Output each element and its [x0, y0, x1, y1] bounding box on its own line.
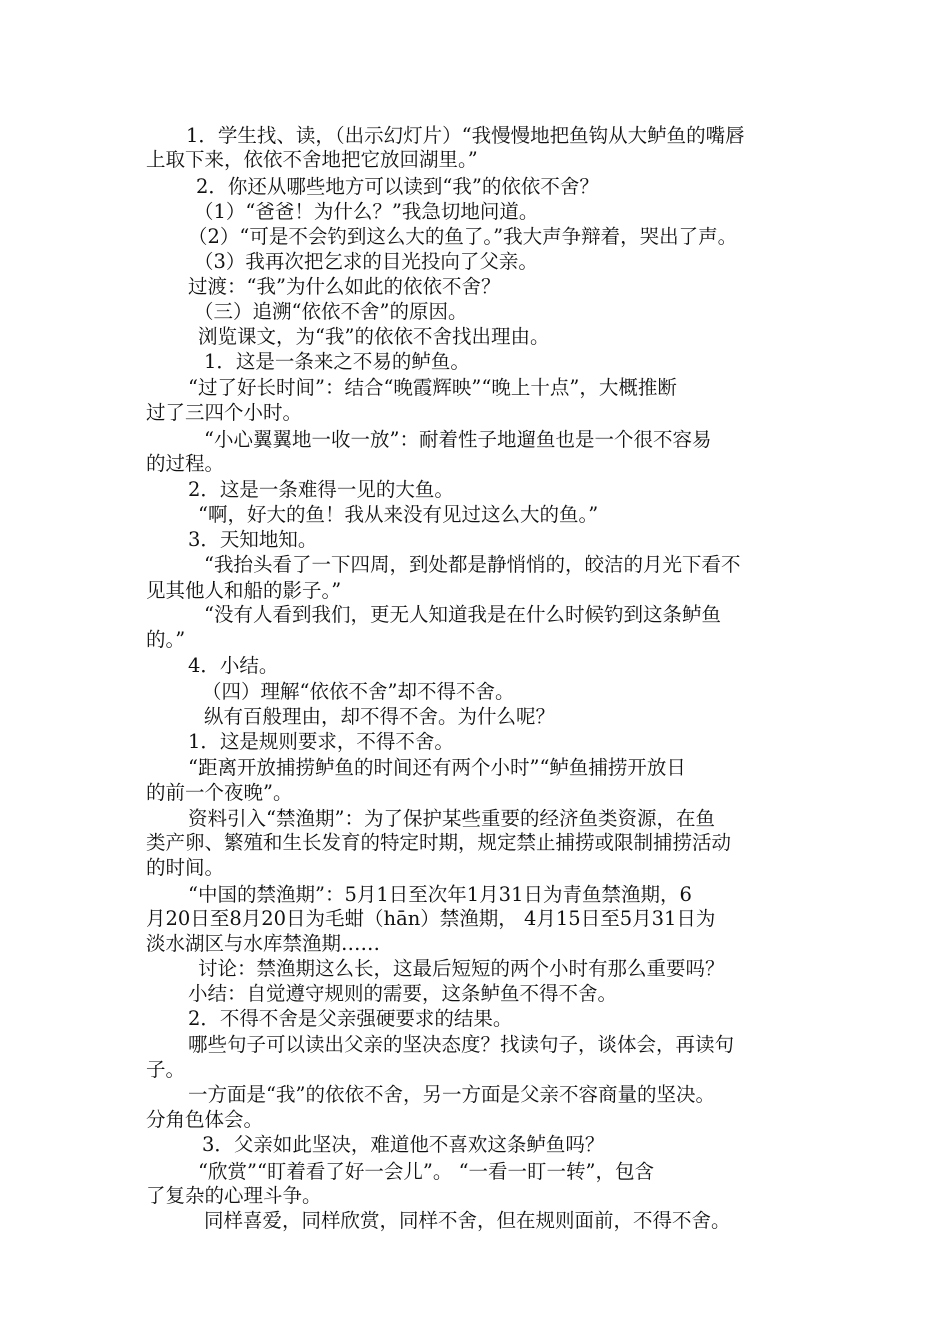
- text-line: 的时间。: [146, 856, 225, 879]
- text-line: 类产卵、繁殖和生长发育的特定时期，规定禁止捕捞或限制捕捞活动: [146, 831, 732, 854]
- text-line: 见其他人和船的影子。”: [146, 579, 342, 602]
- text-line: 资料引入“禁渔期”：为了保护某些重要的经济鱼类资源，在鱼: [188, 807, 715, 830]
- text-line: 分角色体会。: [146, 1108, 264, 1131]
- text-line: 子。: [146, 1058, 186, 1081]
- text-line: “距离开放捕捞鲈鱼的时间还有两个小时”“鲈鱼捕捞开放日: [188, 756, 686, 779]
- text-line: 1．这是规则要求，不得不舍。: [188, 730, 454, 753]
- text-line: “没有人看到我们，更无人知道我是在什么时候钓到这条鲈鱼: [204, 603, 721, 626]
- text-line: 纵有百般理由，却不得不舍。为什么呢？: [204, 705, 556, 728]
- text-line: 2．这是一条难得一见的大鱼。: [188, 478, 454, 501]
- text-line: 了复杂的心理斗争。: [146, 1184, 322, 1207]
- text-line: 3．父亲如此坚决，难道他不喜欢这条鲈鱼吗？: [202, 1133, 605, 1156]
- text-line: 4．小结。: [188, 654, 279, 677]
- text-line: “小心翼翼地一收一放”：耐着性子地遛鱼也是一个很不容易: [204, 428, 712, 451]
- text-line: 过渡：“我”为什么如此的依依不舍？: [188, 275, 501, 298]
- text-line: 1．学生找、读，（出示幻灯片）“我慢慢地把鱼钩从大鲈鱼的嘴唇: [186, 124, 745, 147]
- text-line: （1）“爸爸！为什么？”我急切地问道。: [194, 200, 539, 223]
- text-line: 的。”: [146, 628, 186, 651]
- text-line: 1．这是一条来之不易的鲈鱼。: [204, 350, 470, 373]
- text-line: 3．天知地知。: [188, 528, 318, 551]
- text-line: 的过程。: [146, 452, 225, 475]
- text-line: 过了三四个小时。: [146, 401, 303, 424]
- text-line: （四）理解“依依不舍”却不得不舍。: [202, 680, 515, 703]
- text-line: 的前一个夜晚”。: [146, 781, 293, 804]
- text-line: 2．你还从哪些地方可以读到“我”的依依不舍？: [196, 175, 599, 198]
- text-line: 讨论：禁渔期这么长，这最后短短的两个小时有那么重要吗？: [198, 957, 725, 980]
- text-line: （2）“可是不会钓到这么大的鱼了。”我大声争辩着，哭出了声。: [188, 225, 738, 248]
- text-line: 一方面是“我”的依依不舍，另一方面是父亲不容商量的坚决。: [188, 1083, 715, 1106]
- text-line: 淡水湖区与水库禁渔期……: [146, 932, 381, 955]
- text-line: 上取下来，依依不舍地把它放回湖里。”: [146, 148, 478, 171]
- text-line: 月20日至8月20日为毛蚶（hān）禁渔期， 4月15日至5月31日为: [146, 907, 716, 930]
- text-line: 哪些句子可以读出父亲的坚决态度？找读句子，谈体会，再读句: [188, 1033, 735, 1056]
- text-line: “过了好长时间”：结合“晚霞辉映”“晚上十点”，大概推断: [188, 376, 677, 399]
- text-line: （3）我再次把乞求的目光投向了父亲。: [194, 250, 538, 273]
- text-line: 小结：自觉遵守规则的需要，这条鲈鱼不得不舍。: [188, 982, 618, 1005]
- text-line: （三）追溯“依依不舍”的原因。: [194, 300, 468, 323]
- text-line: “啊，好大的鱼！我从来没有见过这么大的鱼。”: [198, 503, 599, 526]
- text-line: 浏览课文，为“我”的依依不舍找出理由。: [198, 325, 550, 348]
- text-line: “欣赏”“盯着看了好一会儿”。 “一看一盯一转”，包含: [198, 1160, 655, 1183]
- text-line: 同样喜爱，同样欣赏，同样不舍，但在规则面前，不得不舍。: [204, 1209, 731, 1232]
- text-line: “中国的禁渔期”：5月1日至次年1月31日为青鱼禁渔期，6: [188, 883, 692, 906]
- text-line: “我抬头看了一下四周，到处都是静悄悄的，皎洁的月光下看不: [204, 553, 741, 576]
- text-line: 2．不得不舍是父亲强硬要求的结果。: [188, 1007, 513, 1030]
